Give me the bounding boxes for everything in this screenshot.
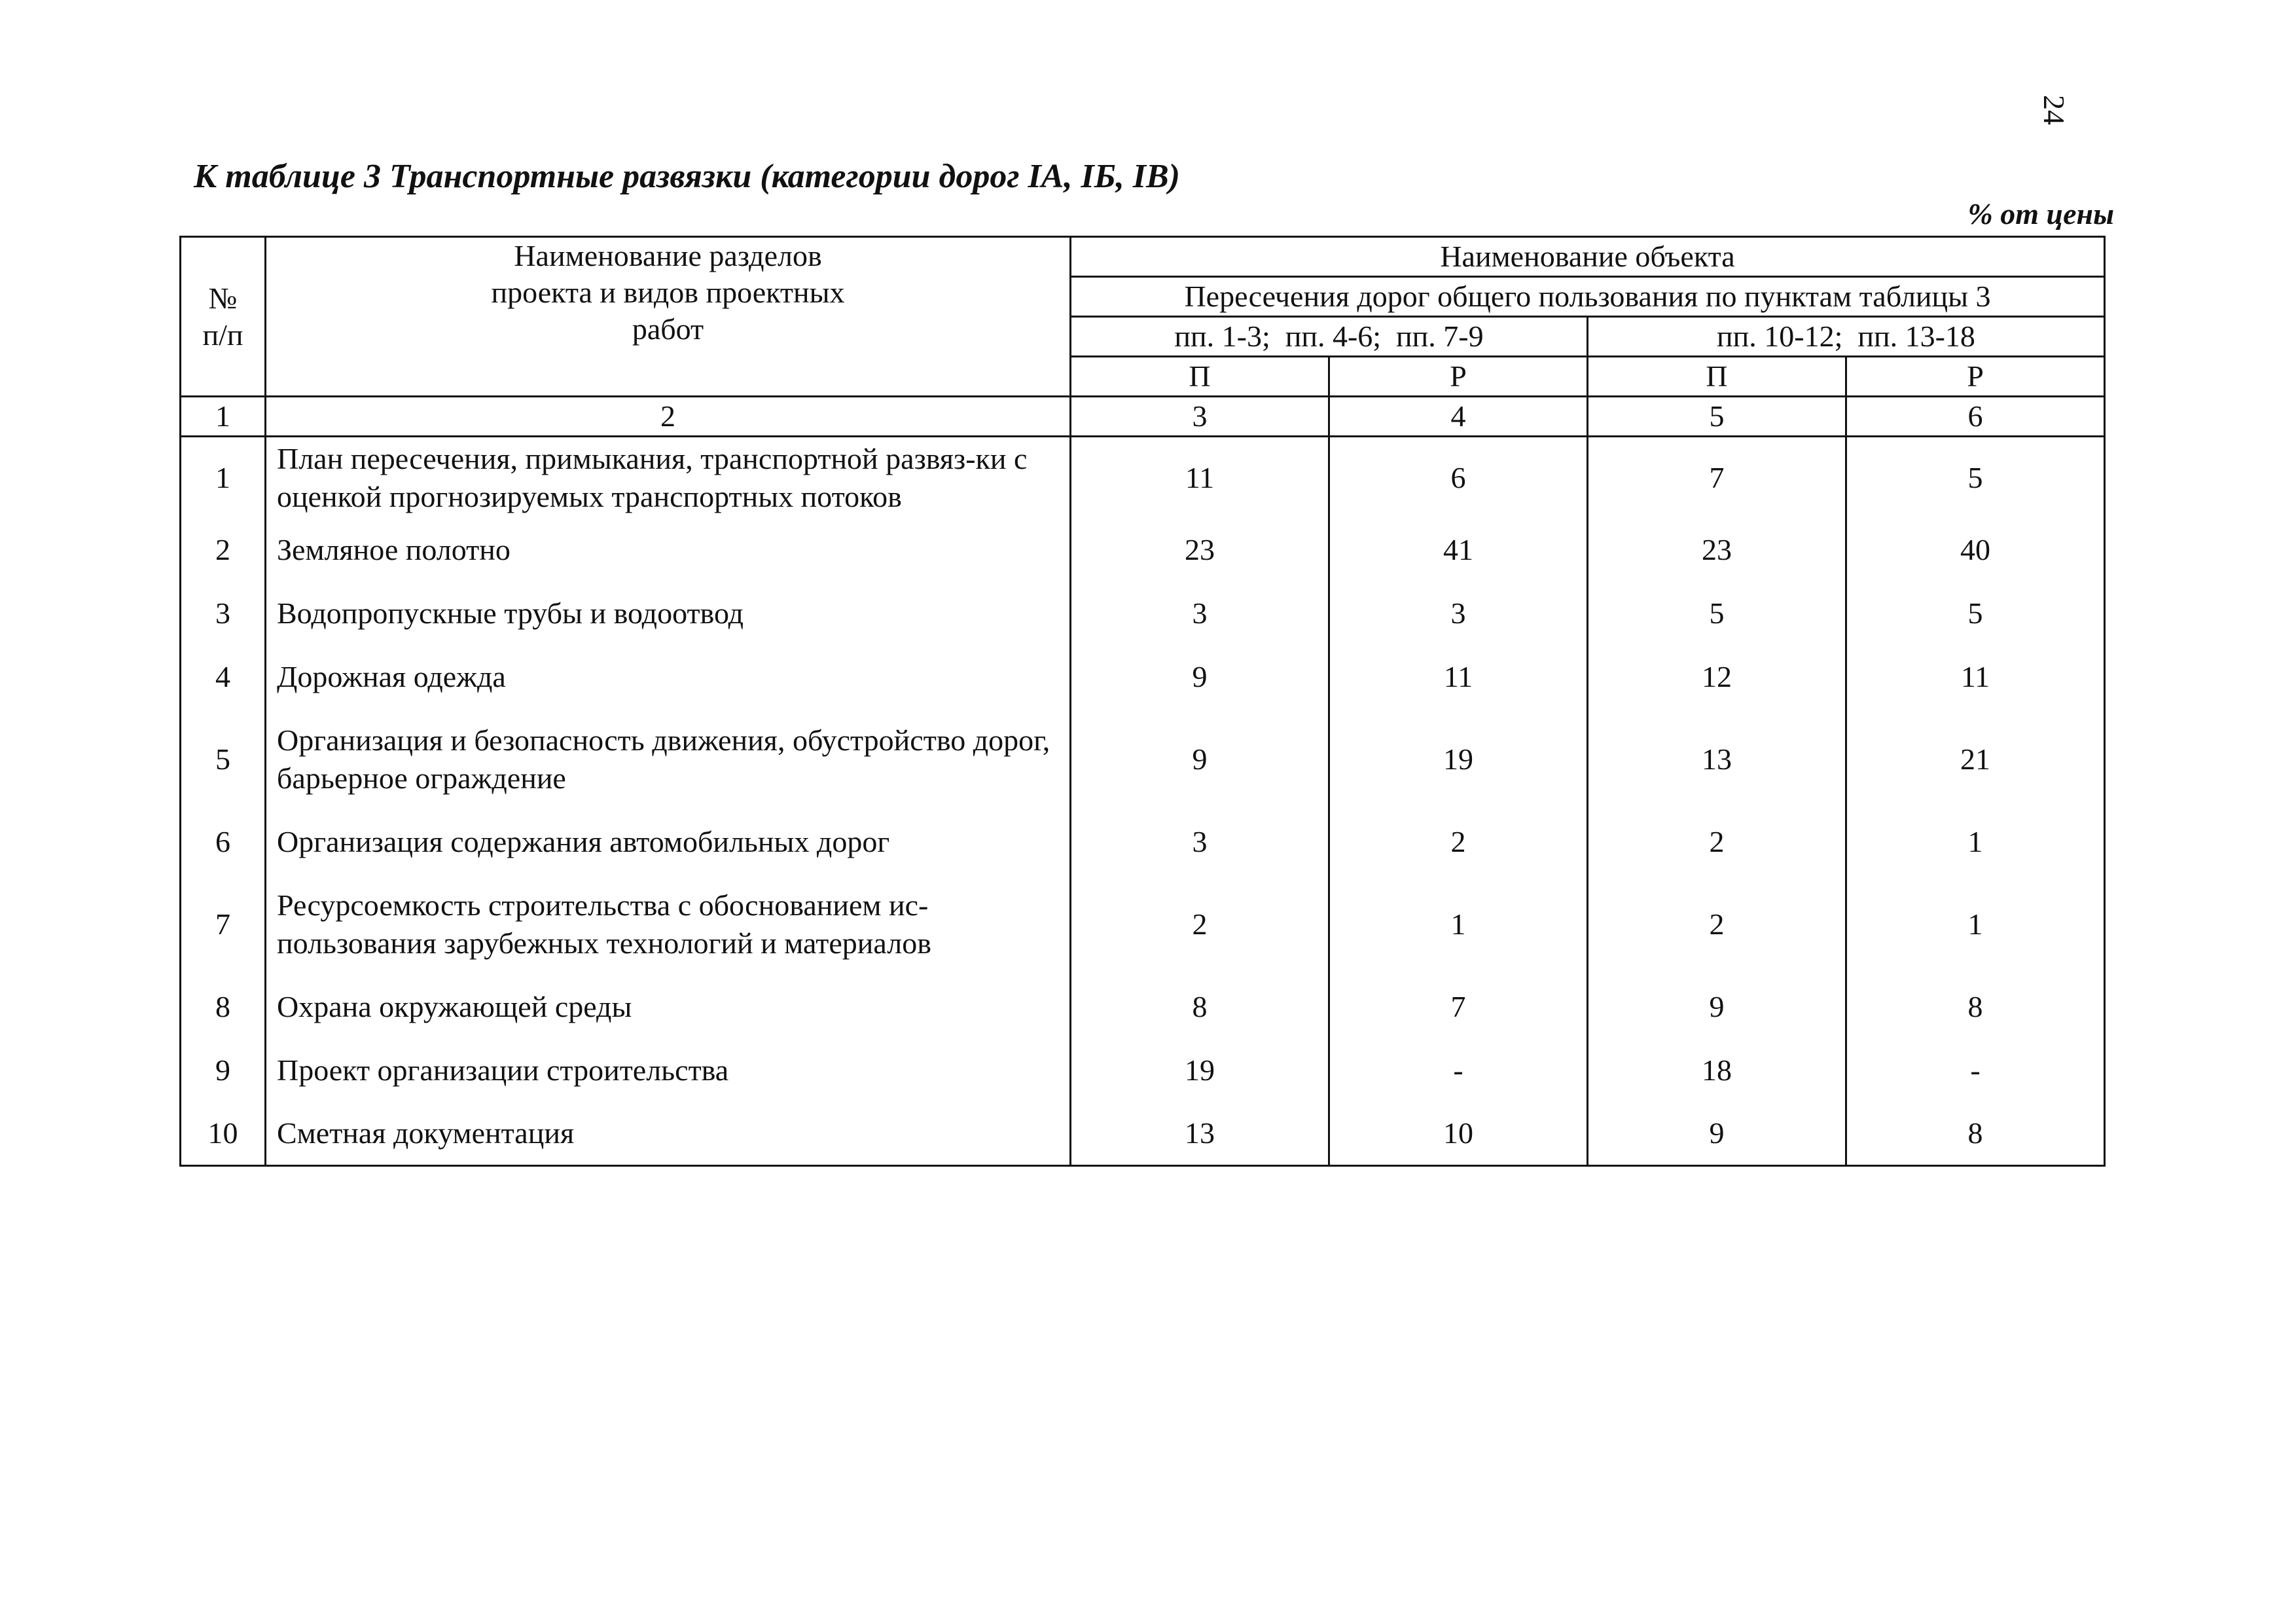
header-name: Наименование разделов проекта и видов проектных работ <box>266 237 1071 397</box>
row-value: 9 <box>1071 646 1329 709</box>
row-value: 3 <box>1071 811 1329 874</box>
col-number-5: 5 <box>1588 397 1846 437</box>
row-value: 2 <box>1588 874 1846 976</box>
row-value: 13 <box>1071 1103 1329 1166</box>
col-number-3: 3 <box>1071 397 1329 437</box>
col-number-4: 4 <box>1329 397 1588 437</box>
row-number: 9 <box>181 1039 266 1103</box>
table-row <box>181 1039 2105 1103</box>
table-row <box>181 874 2105 976</box>
row-value: 19 <box>1071 1039 1329 1103</box>
row-value: 41 <box>1329 519 1588 582</box>
header-sub-p2: П <box>1588 357 1846 397</box>
row-number: 8 <box>181 976 266 1039</box>
table-row <box>181 519 2105 582</box>
header-sub-p1: П <box>1071 357 1329 397</box>
table-row <box>181 811 2105 874</box>
row-name: Проект организации строительства <box>266 1039 1071 1103</box>
table-title: К таблице 3 Транспортные развязки (категории дорог IA, IБ, IB) <box>194 158 1180 195</box>
header-num: № п/п <box>181 237 266 397</box>
row-value: 11 <box>1329 646 1588 709</box>
row-name: Сметная документация <box>266 1103 1071 1166</box>
row-value: 8 <box>1846 1103 2105 1166</box>
row-value: 1 <box>1846 874 2105 976</box>
row-value: 3 <box>1071 582 1329 646</box>
col-number-6: 6 <box>1846 397 2105 437</box>
table-row <box>181 646 2105 709</box>
row-value: - <box>1329 1039 1588 1103</box>
row-name: Организация и безопасность движения, обустройство дорог, барьерное ограждение <box>266 709 1071 811</box>
row-value: 8 <box>1846 976 2105 1039</box>
row-name: Ресурсоемкость строительства с обоснованием ис-пользования зарубежных технологий и материалов <box>266 874 1071 976</box>
row-number: 1 <box>181 437 266 519</box>
row-value: 1 <box>1846 811 2105 874</box>
row-name: План пересечения, примыкания, транспортной развяз-ки с оценкой прогнозируемых транспортных потоков <box>266 437 1071 519</box>
row-value: 21 <box>1846 709 2105 811</box>
row-value: 10 <box>1329 1103 1588 1166</box>
row-value: 6 <box>1329 437 1588 519</box>
col-number-2: 2 <box>266 397 1071 437</box>
row-name: Дорожная одежда <box>266 646 1071 709</box>
header-intersections: Пересечения дорог общего пользования по пунктам таблицы 3 <box>1071 277 2105 317</box>
row-number: 2 <box>181 519 266 582</box>
row-number: 5 <box>181 709 266 811</box>
row-value: 5 <box>1846 582 2105 646</box>
row-value: 23 <box>1071 519 1329 582</box>
row-number: 7 <box>181 874 266 976</box>
header-group-2: пп. 10-12; пп. 13-18 <box>1588 317 2105 357</box>
row-value: 23 <box>1588 519 1846 582</box>
row-value: 8 <box>1071 976 1329 1039</box>
row-value: 40 <box>1846 519 2105 582</box>
row-number: 10 <box>181 1103 266 1166</box>
row-value: 9 <box>1588 1103 1846 1166</box>
row-value: 1 <box>1329 874 1588 976</box>
header-sub-r2: Р <box>1846 357 2105 397</box>
row-value: 2 <box>1588 811 1846 874</box>
row-value: 5 <box>1846 437 2105 519</box>
row-value: 9 <box>1071 709 1329 811</box>
page-number: 24 <box>2037 95 2071 125</box>
row-name: Организация содержания автомобильных дорог <box>266 811 1071 874</box>
row-value: 7 <box>1588 437 1846 519</box>
row-value: 2 <box>1329 811 1588 874</box>
header-object-name: Наименование объекта <box>1071 237 2105 277</box>
table-row <box>181 437 2105 519</box>
units-label: % от цены <box>1967 197 2114 230</box>
row-value: 13 <box>1588 709 1846 811</box>
table-row <box>181 709 2105 811</box>
row-name: Охрана окружающей среды <box>266 976 1071 1039</box>
row-value: 11 <box>1846 646 2105 709</box>
row-value: 3 <box>1329 582 1588 646</box>
row-value: 19 <box>1329 709 1588 811</box>
row-number: 4 <box>181 646 266 709</box>
row-name: Водопропускные трубы и водоотвод <box>266 582 1071 646</box>
table-row <box>181 1103 2105 1166</box>
table-row <box>181 582 2105 646</box>
header-sub-r1: Р <box>1329 357 1588 397</box>
col-number-1: 1 <box>181 397 266 437</box>
row-value: 9 <box>1588 976 1846 1039</box>
row-number: 6 <box>181 811 266 874</box>
header-group-1: пп. 1-3; пп. 4-6; пп. 7-9 <box>1071 317 1588 357</box>
row-value: 11 <box>1071 437 1329 519</box>
row-value: 7 <box>1329 976 1588 1039</box>
row-value: 18 <box>1588 1039 1846 1103</box>
table-row <box>181 976 2105 1039</box>
cost-table <box>179 236 2106 1167</box>
row-value: - <box>1846 1039 2105 1103</box>
row-name: Земляное полотно <box>266 519 1071 582</box>
row-number: 3 <box>181 582 266 646</box>
row-value: 12 <box>1588 646 1846 709</box>
row-value: 5 <box>1588 582 1846 646</box>
row-value: 2 <box>1071 874 1329 976</box>
